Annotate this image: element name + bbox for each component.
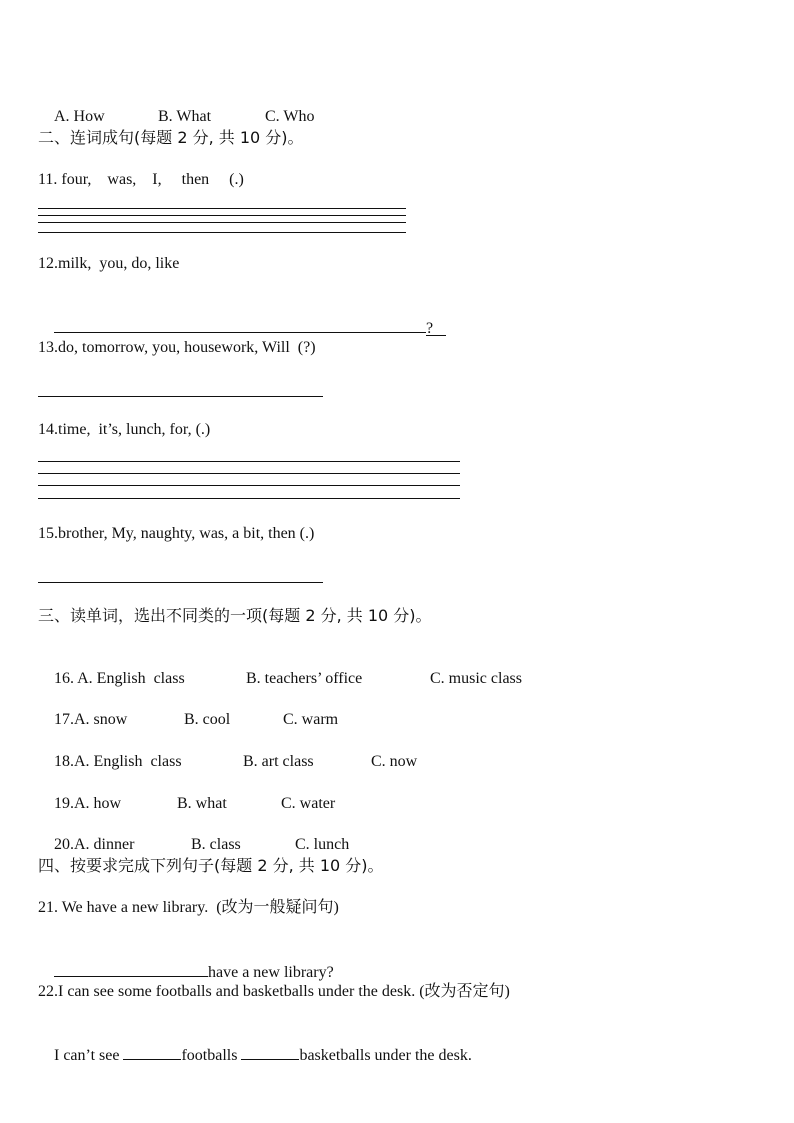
answer-line bbox=[38, 208, 406, 209]
option-b: B. cool bbox=[184, 711, 231, 728]
option-a: A. How bbox=[54, 108, 105, 125]
q22-text-a: I can’t see bbox=[54, 1047, 124, 1064]
section-3-title: 三、读单词，选出不同类的一项(每题 2 分, 共 10 分)。 bbox=[38, 606, 432, 625]
q11-prompt: 11. four, was, I, then (.) bbox=[38, 171, 244, 188]
q22-text-b: footballs bbox=[181, 1047, 242, 1064]
answer-line bbox=[38, 461, 460, 462]
answer-blank bbox=[54, 316, 426, 333]
answer-line bbox=[38, 582, 323, 583]
q21-prompt: 21. We have a new library. (改为一般疑问句) bbox=[38, 899, 339, 916]
option-a: 16. A. English class bbox=[54, 670, 185, 687]
option-c: C. music class bbox=[430, 670, 522, 687]
answer-blank bbox=[241, 1043, 299, 1060]
answer-line bbox=[38, 222, 406, 223]
option-b: B. teachers’ office bbox=[246, 670, 363, 687]
q14-prompt: 14.time, it’s, lunch, for, (.) bbox=[38, 421, 211, 438]
answer-line bbox=[38, 215, 406, 216]
option-b: B. art class bbox=[243, 753, 314, 770]
answer-blank bbox=[123, 1043, 181, 1060]
q12-prompt: 12.milk, you, do, like bbox=[38, 255, 180, 272]
q22-answer-row bbox=[38, 1023, 472, 1086]
section-2-title: 二、连词成句(每题 2 分, 共 10 分)。 bbox=[38, 128, 304, 147]
section-4-title: 四、按要求完成下列句子(每题 2 分, 共 10 分)。 bbox=[38, 856, 384, 875]
option-c: C. warm bbox=[283, 711, 339, 728]
option-c: C. Who bbox=[265, 108, 315, 125]
q15-prompt: 15.brother, My, naughty, was, a bit, then (.) bbox=[38, 525, 315, 542]
q22-text-c: basketballs under the desk. bbox=[299, 1047, 472, 1064]
answer-line bbox=[38, 232, 406, 233]
answer-blank bbox=[54, 960, 208, 977]
option-a: 20.A. dinner bbox=[54, 836, 135, 853]
option-b: B. what bbox=[177, 795, 227, 812]
option-c: C. lunch bbox=[295, 836, 350, 853]
option-c: C. water bbox=[281, 795, 336, 812]
option-b: B. class bbox=[191, 836, 241, 853]
option-b: B. What bbox=[158, 108, 212, 125]
q21-answer-text: have a new library? bbox=[208, 964, 334, 981]
option-c: C. now bbox=[371, 753, 418, 770]
question-mark: ? bbox=[426, 319, 446, 336]
answer-line bbox=[38, 473, 460, 474]
option-a: 19.A. how bbox=[54, 795, 122, 812]
q22-prompt: 22.I can see some footballs and basketballs under the desk. (改为否定句) bbox=[38, 983, 510, 1000]
answer-line bbox=[38, 498, 460, 499]
answer-line bbox=[38, 396, 323, 397]
option-a: 17.A. snow bbox=[54, 711, 128, 728]
option-a: 18.A. English class bbox=[54, 753, 182, 770]
q13-prompt: 13.do, tomorrow, you, housework, Will (?) bbox=[38, 339, 316, 356]
answer-line bbox=[38, 485, 460, 486]
